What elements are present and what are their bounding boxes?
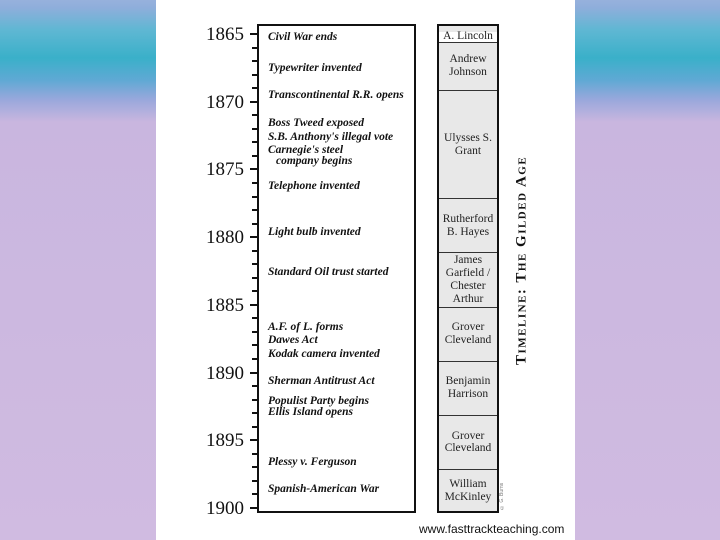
president-name: James Garfield / Chester Arthur <box>445 254 491 305</box>
timeline-event: Typewriter invented <box>268 61 362 74</box>
timeline-event: Transcontinental R.R. opens <box>268 88 404 101</box>
president-cell <box>439 199 497 253</box>
year-label: 1885 <box>206 294 244 316</box>
timeline-event: Light bulb invented <box>268 225 361 238</box>
president-name: A. Lincoln <box>443 30 493 43</box>
president-cell <box>439 253 497 307</box>
year-label: 1865 <box>206 24 244 45</box>
timeline-event: Sherman Antitrust Act <box>268 374 375 387</box>
year-label: 1895 <box>206 430 244 452</box>
timeline-event: Boss Tweed exposed <box>268 117 365 130</box>
president-name: Ulysses S. Grant <box>444 131 492 157</box>
timeline-event: S.B. Anthony's illegal vote <box>268 130 394 143</box>
president-cell <box>439 43 497 91</box>
timeline-event: A.F. of L. forms <box>268 320 344 333</box>
president-cell <box>439 91 497 199</box>
year-label: 1875 <box>206 159 244 181</box>
timeline-event: Ellis Island opens <box>268 405 353 418</box>
timeline-event: Plessy v. Ferguson <box>268 455 357 468</box>
timeline-event: company begins <box>276 155 353 168</box>
copyright-note: © G. Burns <box>499 482 505 510</box>
timeline-event: Kodak camera invented <box>268 347 380 360</box>
timeline-event: Populist Party begins <box>268 395 369 407</box>
timeline-title: Timeline: The Gilded Age <box>513 155 530 365</box>
president-name: Benjamin Harrison <box>445 375 491 401</box>
timeline-event: Spanish-American War <box>268 483 380 496</box>
president-name: Grover Cleveland <box>444 321 492 347</box>
timeline-event: Telephone invented <box>268 179 360 192</box>
timeline-event: Civil War ends <box>268 30 338 43</box>
website-url[interactable]: www.fasttrackteaching.com <box>419 522 565 536</box>
president-cell <box>439 308 497 362</box>
year-label: 1900 <box>206 498 244 519</box>
president-name: Grover Cleveland <box>444 429 492 455</box>
presidents-column <box>437 24 499 513</box>
year-label: 1880 <box>206 227 244 249</box>
timeline-event: Carnegie's steel <box>268 144 344 157</box>
president-cell <box>439 32 497 43</box>
year-label: 1870 <box>206 91 244 113</box>
president-name: Rutherford B. Hayes <box>442 212 494 238</box>
timeline-event: Standard Oil trust started <box>268 266 389 279</box>
year-label: 1890 <box>206 362 244 384</box>
timeline-event: Dawes Act <box>268 334 318 347</box>
president-name: Andrew Johnson <box>449 53 487 79</box>
president-cell <box>439 470 497 511</box>
president-cell <box>439 362 497 416</box>
president-name: William McKinley <box>444 477 492 503</box>
president-cell <box>439 416 497 470</box>
